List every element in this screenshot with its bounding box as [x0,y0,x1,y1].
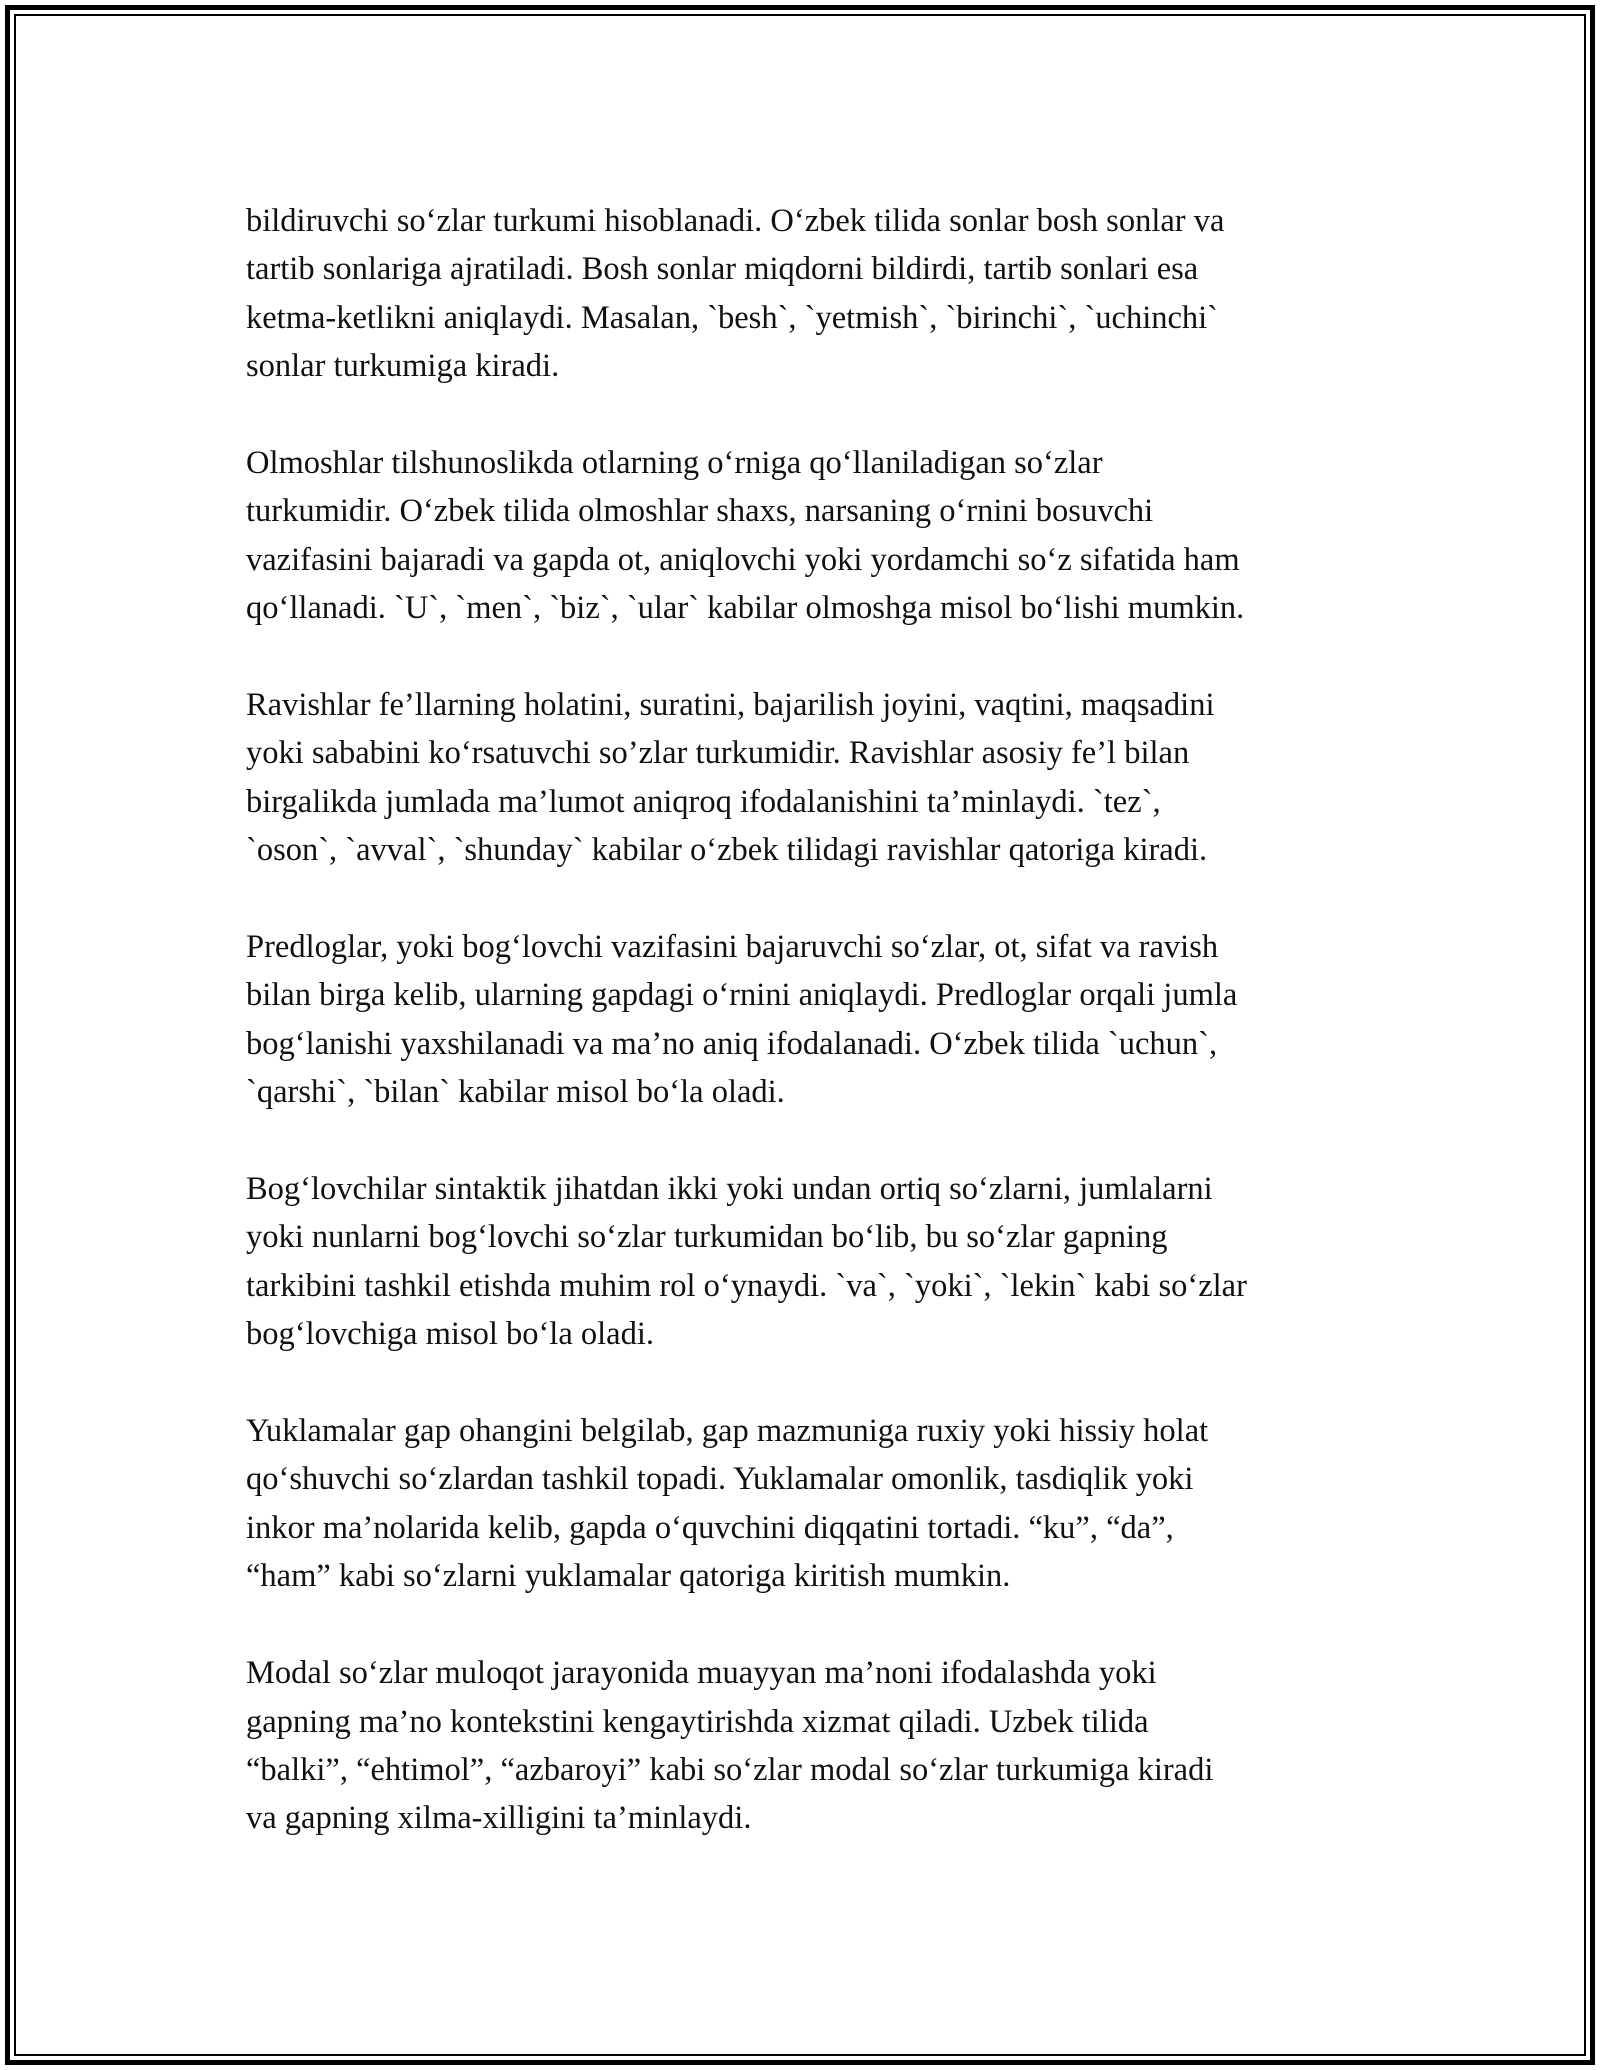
paragraph-conjunctions: Bog‘lovchilar sintaktik jihatdan ikki yoki undan ortiq so‘zlarni, jumlalarni yoki nunlarni bog‘lovchi so‘zlar turkumidan bo‘lib, bu so‘zlar gapning tarkibini tashkil etishda muhim rol o‘ynaydi. `va`, `yoki`, `lekin` kabi so‘zlar bog‘lovchiga misol bo‘la oladi. [246,1171,1247,1353]
paragraph-prepositions: Predloglar, yoki bog‘lovchi vazifasini bajaruvchi so‘zlar, ot, sifat va ravish bilan birga kelib, ularning gapdagi o‘rnini aniqlaydi. Predloglar orqali jumla bog‘lanishi yaxshilanadi va ma’no aniq ifodalanadi. O‘zbek tilida `uchun`, `qarshi`, `bilan` kabilar misol bo‘la oladi. [246,929,1238,1111]
paragraph-modal-words: Modal so‘zlar muloqot jarayonida muayyan ma’noni ifodalashda yoki gapning ma’no kontekstini kengaytirishda xizmat qiladi. Uzbek tilida “balki”, “ehtimol”, “azbaroyi” kabi so‘zlar modal so‘zlar turkumiga kiradi va gapning xilma-xilligini ta’minlaydi. [246,1655,1214,1837]
page-border [5,5,1595,2065]
paragraph-particles: Yuklamalar gap ohangini belgilab, gap mazmuniga ruxiy yoki hissiy holat qo‘shuvchi so‘zlardan tashkil topadi. Yuklamalar omonlik, tasdiqlik yoki inkor ma’nolarida kelib, gapda o‘quvchini diqqatini tortadi. “ku”, “da”, “ham” kabi so‘zlarni yuklamalar qatoriga kiritish mumkin. [246,1413,1209,1595]
paragraph-numerals: bildiruvchi so‘zlar turkumi hisoblanadi. O‘zbek tilida sonlar bosh sonlar va tartib sonlariga ajratiladi. Bosh sonlar miqdorni bildirdi, tartib sonlari esa ketma-ketlikni aniqlaydi. Masalan, `besh`, `yetmish`, `birinchi`, `uchinchi` sonlar turkumiga kiradi. [246,203,1225,385]
paragraph-adverbs: Ravishlar fe’llarning holatini, suratini, bajarilish joyini, vaqtini, maqsadini yoki sababini ko‘rsatuvchi so’zlar turkumidir. Ravishlar asosiy fe’l bilan birgalikda jumlada ma’lumot aniqroq ifodalanishini ta’minlaydi. `tez`, `oson`, `avval`, `shunday` kabilar o‘zbek tilidagi ravishlar qatoriga kiradi. [246,687,1215,869]
document-body [246,197,1386,1891]
paragraph-pronouns: Olmoshlar tilshunoslikda otlarning o‘rniga qo‘llaniladigan so‘zlar turkumidir. O‘zbek tilida olmoshlar shaxs, narsaning o‘rnini bosuvchi vazifasini bajaradi va gapda ot, aniqlovchi yoki yordamchi so‘z sifatida ham qo‘llanadi. `U`, `men`, `biz`, `ular` kabilar olmoshga misol bo‘lishi mumkin. [246,445,1245,627]
